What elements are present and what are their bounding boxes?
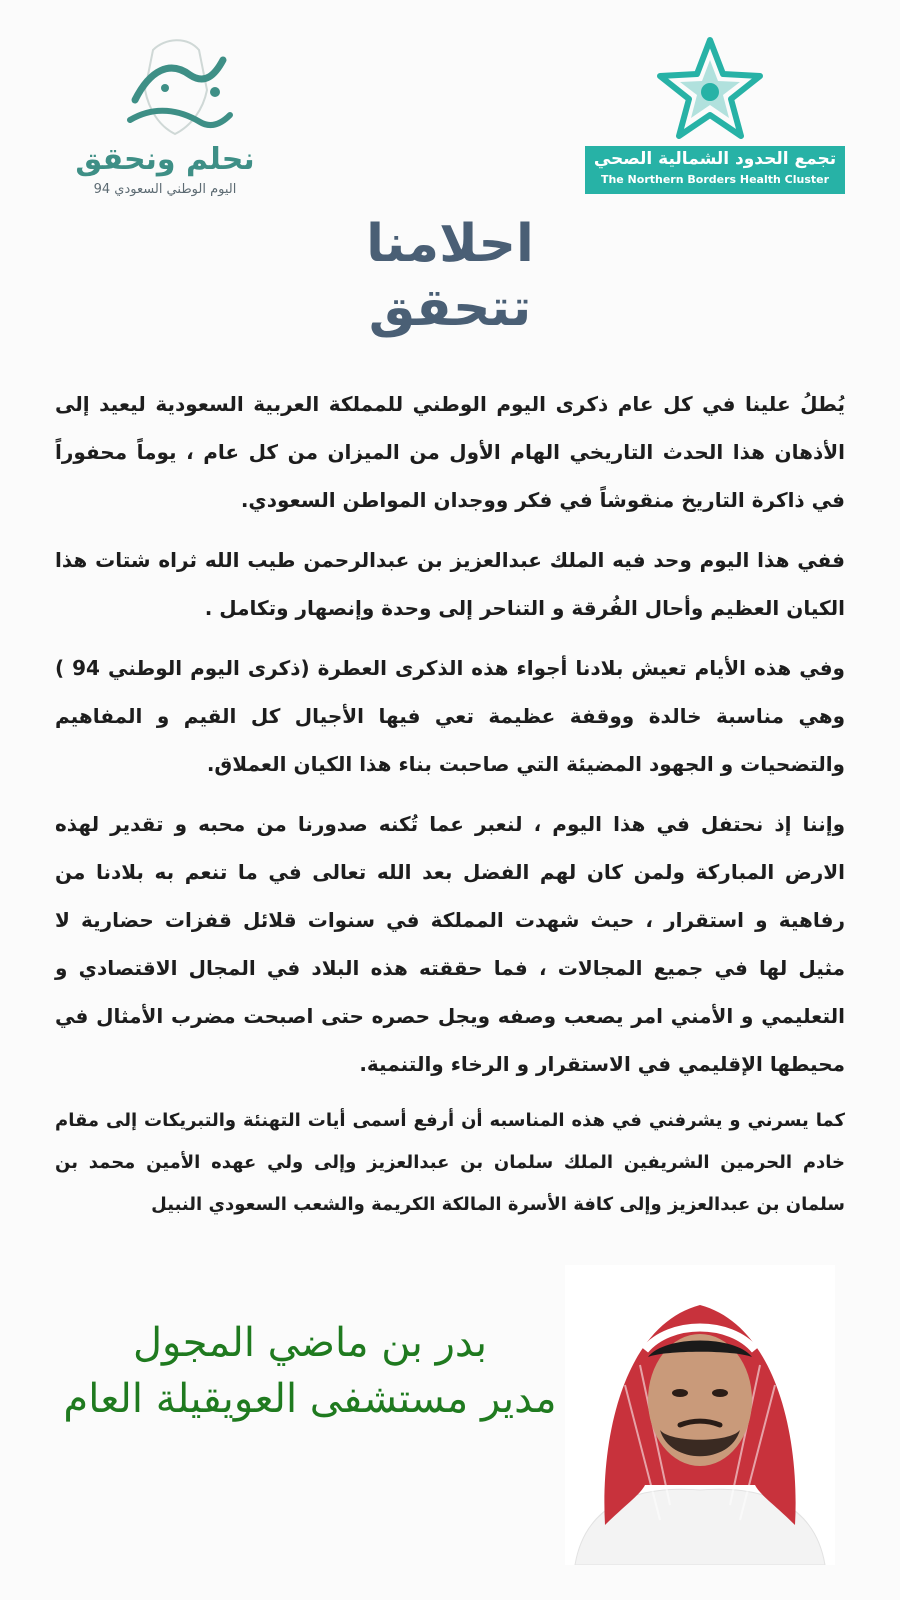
headline-line-1: احلامنا — [366, 214, 534, 274]
headline — [250, 212, 650, 340]
signer-name: بدر بن ماضي المجول — [132, 1320, 488, 1366]
paragraph-2: ففي هذا اليوم وحد فيه الملك عبدالعزيز بن عبدالرحمن طيب الله ثراه شتات هذا الكيان العظيم وأحال الفُرقة و التناحر إلى وحدة وإنصهار وتكامل . — [55, 548, 845, 620]
cluster-name-arabic: تجمع الحدود الشمالية الصحي — [593, 149, 837, 169]
national-day-title: نحلم ونحقق — [75, 142, 255, 177]
national-day-logo — [50, 30, 280, 200]
message-body — [55, 380, 845, 1226]
national-day-subtitle: اليوم الوطني السعودي 94 — [93, 182, 237, 197]
signature-block — [30, 1315, 590, 1427]
signer-title: مدير مستشفى العويقيلة العام — [63, 1376, 557, 1422]
paragraph-1: يُطلُ علينا في كل عام ذكرى اليوم الوطني للمملكة العربية السعودية ليعيد إلى الأذهان هذا الحدث التاريخي الهام الأول من الميزان من كل عام ، يوماً محفوراً في ذاكرة التاريخ منقوشاً في فكر ووجدان المواطن السعودي. — [55, 392, 845, 512]
national-day-calligraphy-icon — [95, 30, 255, 140]
cluster-star-icon — [655, 36, 765, 146]
cluster-banner — [585, 146, 845, 194]
paragraph-3: وفي هذه الأيام تعيش بلادنا أجواء هذه الذكرى العطرة (ذكرى اليوم الوطني 94 ) وهي مناسبة خالدة ووقفة عظيمة تعي فيها الأجيال كل القيم و المفاهيم والتضحيات و الجهود المضيئة التي صاحبت بناء هذا الكيان العملاق. — [55, 656, 845, 776]
headline-line-2: تتحقق — [368, 278, 532, 338]
paragraph-5: كما يسرني و يشرفني في هذه المناسبه أن أرفع أسمى أيات التهنئة والتبريكات إلى مقام خادم الحرمين الشريفين الملك سلمان بن عبدالعزيز وإلى ولي عهده الأمين محمد بن سلمان بن عبدالعزيز وإلى كافة الأسرة المالكة الكريمة والشعب السعودي النبيل — [55, 1110, 845, 1215]
paragraph-4: وإننا إذ نحتفل في هذا اليوم ، لنعبر عما تُكنه صدورنا من محبه و تقدير لهذه الارض المباركة ولمن كان لهم الفضل بعد الله تعالى في ما تنعم به بلادنا من رفاهية و استقرار ، حيث شهدت المملكة في سنوات قلائل قفزات حضارية لا مثيل لها في جميع المجالات ، فما حققته هذه البلاد في المجال الاقتصادي و التعليمي و الأمني امر يصعب وصفه ويجل حصره حتى اصبحت مضرب الأمثال في محيطها الإقليمي في الاستقرار و الرخاء والتنمية. — [55, 812, 845, 1076]
cluster-name-english: The Northern Borders Health Cluster — [600, 173, 830, 186]
health-cluster-logo — [585, 36, 845, 196]
signer-photo — [565, 1265, 835, 1565]
